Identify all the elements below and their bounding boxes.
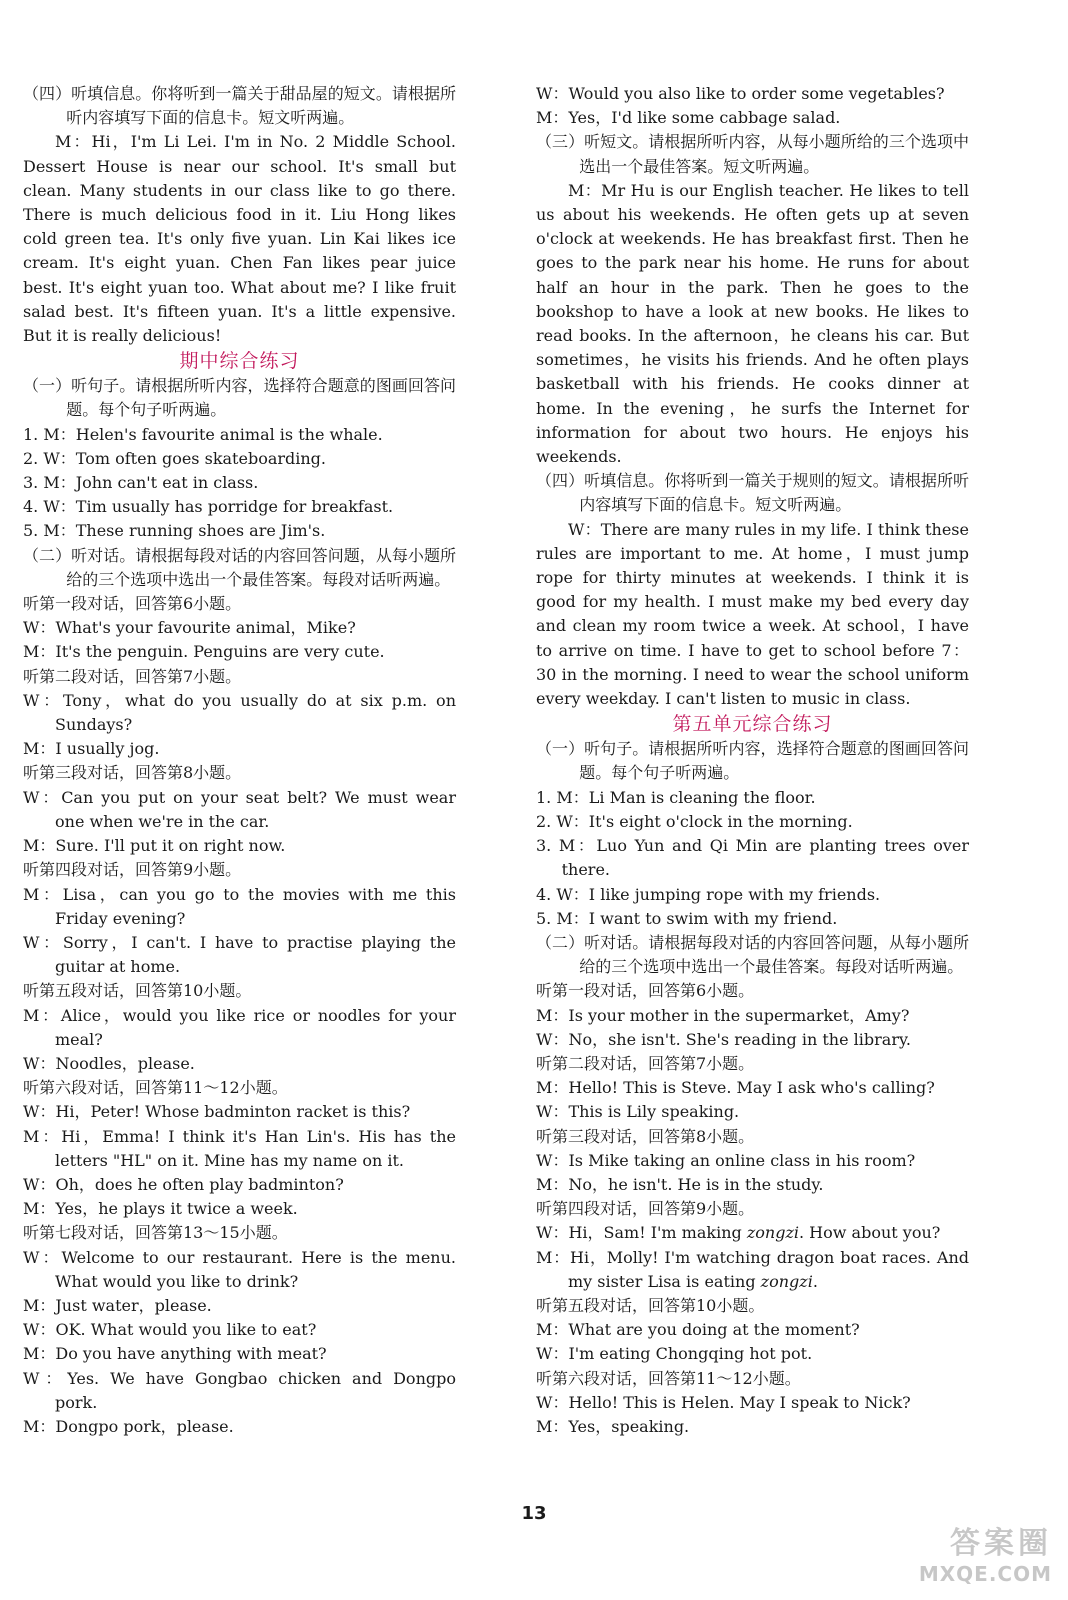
- text-line: 2. W：Tom often goes skateboarding.: [23, 448, 327, 468]
- text-line: M：I usually jog.: [23, 739, 160, 759]
- text-span: . How about you?: [799, 1223, 941, 1243]
- text-line: 听第一段对话，回答第6小题。: [536, 981, 755, 1001]
- watermark-text-bottom: MXQE.COM: [918, 1562, 1052, 1586]
- text-line: 听第二段对话，回答第7小题。: [23, 666, 242, 686]
- text-line: 听第七段对话，回答第13～15小题。: [23, 1223, 288, 1243]
- page-number: 13: [521, 1503, 547, 1524]
- rules-passage: W：There are many rules in my life. I think these rules are important to me. At home，I must jump rope for thirty minutes at weekends. I think it is good for my health. I must make my bed every day and clean my room twice a week. At school，I have to arrive on time. I have to get to school before 7：30 in the morning. I need to wear the school uniform every weekday. I can't listen to music in class.: [536, 519, 969, 709]
- text-line: M：Lisa，can you go to the movies with me this Friday evening?: [23, 884, 456, 928]
- text-line: 2. W：It's eight o'clock in the morning.: [536, 811, 853, 831]
- text-line: 5. M：These running shoes are Jim's.: [23, 521, 326, 541]
- right-column: [536, 82, 969, 1439]
- text-line: 4. W：I like jumping rope with my friends.: [536, 884, 881, 904]
- text-line: M：Alice，would you like rice or noodles for your meal?: [23, 1005, 456, 1049]
- text-line: 1. M：Helen's favourite animal is the whale.: [23, 424, 383, 444]
- text-line: M：What are you doing at the moment?: [536, 1320, 860, 1340]
- text-line: M：It's the penguin. Penguins are very cute.: [23, 642, 385, 662]
- text-line: W：Welcome to our restaurant. Here is the menu. What would you like to drink?: [23, 1247, 456, 1291]
- listening-task-4-instructions: （四）听填信息。你将听到一篇关于规则的短文。请根据所听内容填写下面的信息卡。短文听两遍。: [536, 471, 969, 515]
- text-line: W：Hi，Peter! Whose badminton racket is this?: [23, 1102, 411, 1122]
- text-line: W：OK. What would you like to eat?: [23, 1320, 317, 1340]
- text-line: W：This is Lily speaking.: [536, 1102, 740, 1122]
- text-line: M：Dongpo pork，please.: [23, 1416, 234, 1436]
- text-line: 听第四段对话，回答第9小题。: [23, 860, 242, 880]
- text-span: W：Hi，Sam! I'm making: [536, 1223, 747, 1243]
- text-line: W：Would you also like to order some vegetables?: [536, 84, 945, 103]
- text-line: （一）听句子。请根据所听内容，选择符合题意的图画回答问题。每个句子听两遍。: [23, 376, 456, 420]
- text-line: W：Sorry，I can't. I have to practise playing the guitar at home.: [23, 932, 456, 977]
- text-line: M：No，he isn't. He is in the study.: [536, 1174, 824, 1194]
- text-line: 1. M：Li Man is cleaning the floor.: [536, 787, 816, 807]
- text-line: M：Sure. I'll put it on right now.: [23, 836, 286, 856]
- text-line: W：Oh，does he often play badminton?: [23, 1174, 344, 1194]
- text-line: 4. W：Tim usually has porridge for breakfast.: [23, 497, 394, 517]
- text-line: 听第三段对话，回答第8小题。: [23, 763, 242, 783]
- text-line: 听第一段对话，回答第6小题。: [23, 594, 242, 614]
- text-line: W：No，she isn't. She's reading in the library.: [536, 1029, 911, 1049]
- text-line: M：Yes，speaking.: [536, 1416, 690, 1436]
- text-line: 3. M：Luo Yun and Qi Min are planting trees over there.: [536, 836, 969, 880]
- text-line: 听第四段对话，回答第9小题。: [536, 1199, 755, 1219]
- text-line: W：Tony，what do you usually do at six p.m. on Sundays?: [23, 690, 456, 735]
- text-line: 听第二段对话，回答第7小题。: [536, 1053, 755, 1073]
- text-line: W：What's your favourite animal，Mike?: [23, 618, 356, 638]
- text-line: （二）听对话。请根据每段对话的内容回答问题，从每小题所给的三个选项中选出一个最佳答案。每段对话听两遍。: [23, 545, 456, 589]
- unit5-section-title: 第五单元综合练习: [672, 713, 833, 736]
- text-line: 听第六段对话，回答第11～12小题。: [536, 1368, 801, 1388]
- text-span: .: [812, 1271, 818, 1291]
- midterm-section-title: 期中综合练习: [179, 350, 300, 373]
- text-line: M：Just water，please.: [23, 1295, 212, 1315]
- listening-task-4-instructions: （四）听填信息。你将听到一篇关于甜品屋的短文。请根据所听内容填写下面的信息卡。短文听两遍。: [23, 84, 456, 128]
- text-span: M：Hi，Molly! I'm watching dragon boat races. And my sister Lisa is eating: [536, 1247, 969, 1291]
- italic-word: zongzi: [760, 1271, 813, 1291]
- text-line: W：Is Mike taking an online class in his room?: [536, 1150, 916, 1170]
- mr-hu-passage: M：Mr Hu is our English teacher. He likes to tell us about his weekends. He often gets up at seven o'clock at weekends. He has breakfast first. Then he goes to the park near his home. He runs for about half an hour in the park. Then he goes to the bookshop to have a look at new books. He likes to read books. In the afternoon，he cleans his car. But sometimes，he visits his friends. And he often plays basketball with his friends. He cooks dinner at home. In the evening，he surfs the Internet for information for about two hours. He enjoys his weekends.: [536, 180, 969, 467]
- dessert-house-passage: M：Hi，I'm Li Lei. I'm in No. 2 Middle School. Dessert House is near our school. It's small but clean. Many students in our class like to go there. There is much delicious food in it. Liu Hong likes cold green tea. It's only five yuan. Lin Kai likes ice cream. It's eight yuan. Chen Fan likes pear juice best. It's eight yuan too. What about me? I like fruit salad best. It's fifteen yuan. It's a little expensive. But it is really delicious!: [23, 132, 456, 346]
- text-line: M：Yes，I'd like some cabbage salad.: [536, 108, 841, 128]
- text-line: W：Can you put on your seat belt? We must wear one when we're in the car.: [23, 787, 456, 831]
- text-line: M：Hi，Emma! I think it's Han Lin's. His has the letters "HL" on it. Mine has my name on it.: [23, 1126, 456, 1170]
- italic-word: zongzi: [746, 1223, 799, 1243]
- text-line: M：Is your mother in the supermarket，Amy?: [536, 1005, 910, 1025]
- zongzi-line-m: [536, 1246, 969, 1294]
- listening-task-3-instructions: （三）听短文。请根据所听内容，从每小题所给的三个选项中选出一个最佳答案。短文听两遍。: [536, 132, 969, 176]
- text-line: W：Noodles，please.: [23, 1053, 195, 1073]
- text-line: 听第三段对话，回答第8小题。: [536, 1126, 755, 1146]
- text-line: M：Yes，he plays it twice a week.: [23, 1199, 298, 1219]
- watermark-text-top: 答案圈: [950, 1526, 1052, 1561]
- text-line: M：Do you have anything with meat?: [23, 1344, 327, 1364]
- text-line: （一）听句子。请根据所听内容，选择符合题意的图画回答问题。每个句子听两遍。: [536, 739, 969, 783]
- watermark-logo: [892, 1518, 1052, 1590]
- text-line: 5. M：I want to swim with my friend.: [536, 908, 838, 928]
- text-line: W：I'm eating Chongqing hot pot.: [536, 1344, 813, 1364]
- text-line: 3. M：John can't eat in class.: [23, 473, 259, 493]
- text-line: 听第六段对话，回答第11～12小题。: [23, 1078, 288, 1098]
- left-column: [23, 82, 456, 1439]
- text-line: W：Hello! This is Helen. May I speak to Nick?: [536, 1392, 911, 1412]
- text-line: M：Hello! This is Steve. May I ask who's calling?: [536, 1078, 935, 1098]
- text-line: （二）听对话。请根据每段对话的内容回答问题，从每小题所给的三个选项中选出一个最佳答案。每段对话听两遍。: [536, 932, 969, 977]
- zongzi-line-w: [536, 1221, 969, 1245]
- text-line: 听第五段对话，回答第10小题。: [536, 1295, 765, 1315]
- text-line: 听第五段对话，回答第10小题。: [23, 981, 252, 1001]
- text-line: W：Yes. We have Gongbao chicken and Dongpo pork.: [23, 1368, 456, 1412]
